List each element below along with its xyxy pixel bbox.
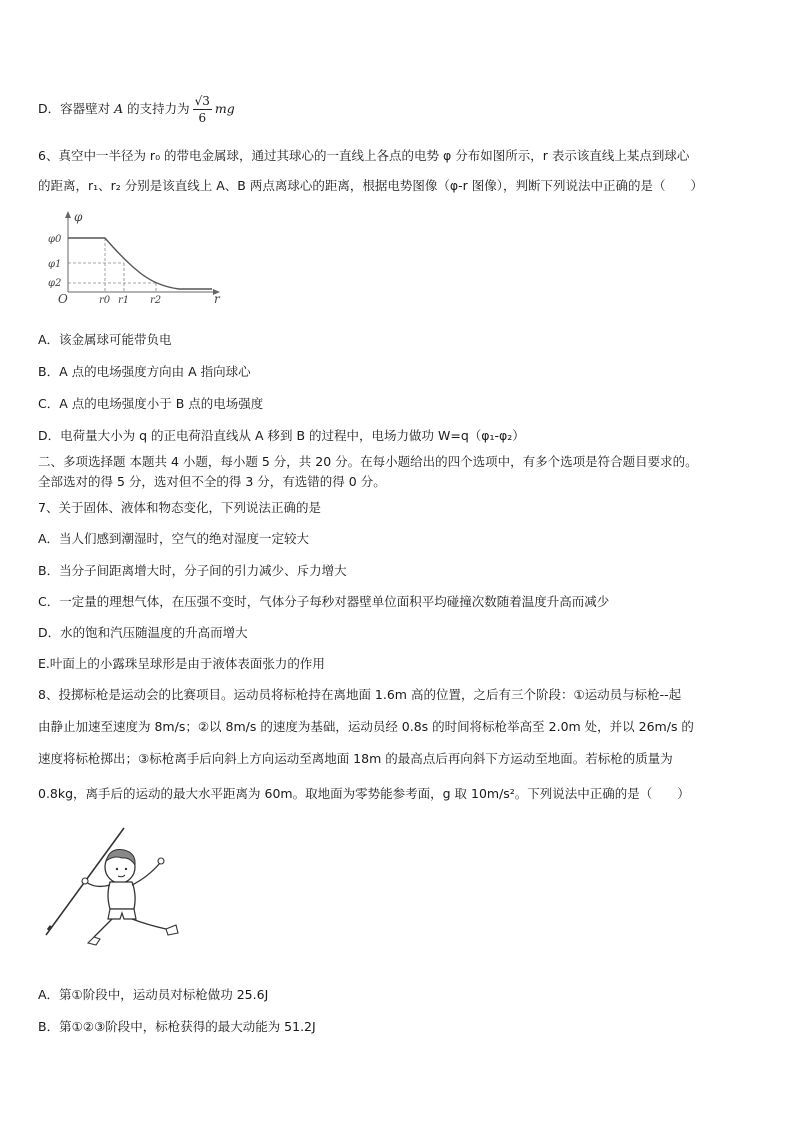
q6-tick-phi1: φ1 bbox=[48, 259, 62, 270]
q6-stem-line-1: 6、真空中一半径为 r₀ 的带电金属球，通过其球心的一直线上各点的电势 φ 分布如图所示，r 表示该直线上某点到球心 bbox=[38, 148, 690, 163]
q7-option-b: B．当分子间距离增大时，分子间的引力减少、斥力增大 bbox=[38, 563, 347, 578]
q7-option-c: C．一定量的理想气体，在压强不变时，气体分子每秒对器壁单位面积平均碰撞次数随着温度升高而减少 bbox=[38, 594, 610, 609]
q5-option-d-prefix: D．容器壁对 bbox=[38, 101, 115, 116]
q8-stem-line-4: 0.8kg，离手后的运动的最大水平距离为 60m。取地面为零势能参考面，g 取 10m/s²。下列说法中正确的是（ ） bbox=[38, 786, 690, 801]
q8-stem-line-1: 8、投掷标枪是运动会的比赛项目。运动员将标枪持在离地面 1.6m 高的位置，之后有三个阶段：①运动员与标枪--起 bbox=[38, 687, 682, 702]
q6-tick-r1: r1 bbox=[118, 295, 130, 304]
q5-fraction bbox=[193, 93, 212, 126]
q5-option-d-mid: 的支持力为 bbox=[123, 101, 190, 116]
q6-option-b: B．A 点的电场强度方向由 A 指向球心 bbox=[38, 364, 251, 379]
q7-option-e: E.叶面上的小露珠呈球形是由于液体表面张力的作用 bbox=[38, 656, 325, 671]
javelin-thrower-illustration bbox=[40, 825, 190, 955]
section2-instructions-line-1: 二、多项选择题 本题共 4 小题，每小题 5 分，共 20 分。在每小题给出的四个选项中，有多个选项是符合题目要求的。 bbox=[38, 454, 698, 469]
q8-option-b: B．第①②③阶段中，标枪获得的最大动能为 51.2J bbox=[38, 1019, 316, 1034]
q7-option-a: A．当人们感到潮湿时，空气的绝对湿度一定较大 bbox=[38, 531, 310, 546]
q6-potential-graph bbox=[44, 208, 228, 304]
q6-y-axis-label: φ bbox=[74, 210, 83, 224]
q7-option-d: D．水的饱和汽压随温度的升高而增大 bbox=[38, 625, 248, 640]
athlete-back-leg bbox=[94, 919, 112, 937]
q7-stem: 7、关于固体、液体和物态变化，下列说法正确的是 bbox=[38, 500, 321, 515]
q6-option-d: D．电荷量大小为 q 的正电荷沿直线从 A 移到 B 的过程中，电场力做功 W=q（φ₁-φ₂） bbox=[38, 428, 525, 443]
q6-option-c: C．A 点的电场强度小于 B 点的电场强度 bbox=[38, 396, 264, 411]
q5-option-d bbox=[38, 91, 756, 127]
q8-stem-line-3: 速度将标枪掷出；③标枪离手后向斜上方向运动至离地面 18m 的最高点后再向斜下方运动至地面。若标枪的质量为 bbox=[38, 751, 673, 766]
q6-tick-r2: r2 bbox=[150, 295, 162, 304]
q6-stem-line-2: 的距离，r₁、r₂ 分别是该直线上 A、B 两点离球心的距离，根据电势图像（φ-r 图像），判断下列说法中正确的是（ ） bbox=[38, 178, 703, 193]
q6-x-axis-label: r bbox=[214, 292, 220, 304]
athlete-front-leg bbox=[132, 919, 166, 929]
q5-option-d-tail: mg bbox=[214, 101, 235, 116]
q6-tick-phi0: φ0 bbox=[48, 234, 62, 245]
q6-tick-phi2: φ2 bbox=[48, 278, 62, 289]
athlete-torso bbox=[108, 882, 135, 909]
section2-instructions-line-2: 全部选对的得 5 分，选对但不全的得 3 分，有选错的得 0 分。 bbox=[38, 474, 386, 489]
q6-origin-label: O bbox=[58, 292, 68, 304]
q6-tick-r0: r0 bbox=[99, 295, 111, 304]
q6-option-a: A．该金属球可能带负电 bbox=[38, 332, 172, 347]
q5-option-d-point: A bbox=[114, 101, 124, 116]
q5-fraction-denominator: 6 bbox=[198, 111, 207, 125]
q5-fraction-numerator: √3 bbox=[194, 94, 210, 108]
q8-stem-line-2: 由静止加速至速度为 8m/s；②以 8m/s 的速度为基础，运动员经 0.8s 的时间将标枪举高至 2.0m 处，并以 26m/s 的 bbox=[38, 719, 694, 734]
q8-option-a: A．第①阶段中，运动员对标枪做功 25.6J bbox=[38, 987, 269, 1002]
